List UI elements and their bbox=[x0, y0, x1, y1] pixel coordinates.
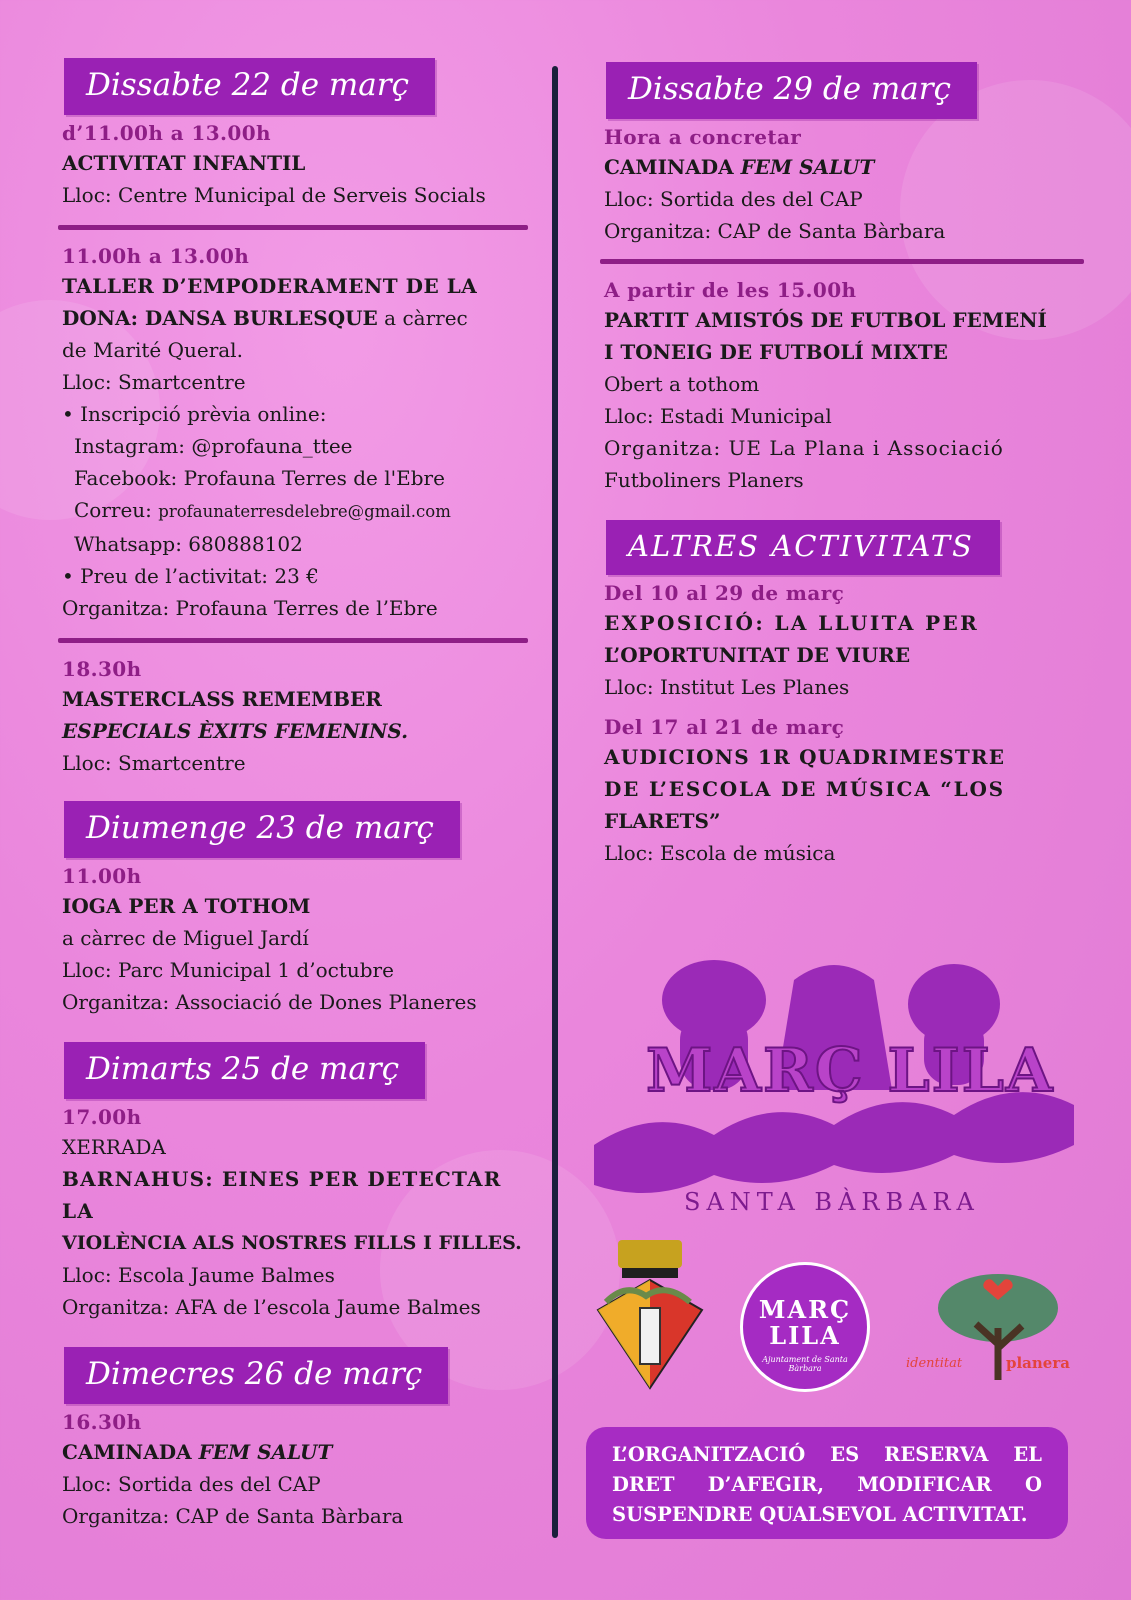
activity-time: 11.00h bbox=[62, 864, 142, 888]
activity bbox=[58, 1410, 528, 1532]
activity-title: ACTIVITAT INFANTIL bbox=[62, 151, 306, 175]
day-heading: Dissabte 22 de març bbox=[64, 58, 435, 115]
badge-line-2: LILA bbox=[769, 1321, 841, 1350]
activity bbox=[58, 121, 528, 211]
activity-organizer: Organitza: UE La Plana i Associació bbox=[604, 436, 1004, 460]
logo-subtitle: SANTA BÀRBARA bbox=[684, 1188, 980, 1216]
disclaimer-notice: L’ORGANITZACIÓ ES RESERVA EL DRET D’AFEGIR, MODIFICAR O SUSPENDRE QUALSEVOL ACTIVITAT. bbox=[586, 1427, 1068, 1539]
marc-lila-badge bbox=[740, 1262, 870, 1392]
activity-organizer: Organitza: Associació de Dones Planeres bbox=[62, 990, 477, 1014]
day-heading: Dimecres 26 de març bbox=[64, 1347, 448, 1404]
activity bbox=[600, 715, 1084, 869]
activity-place: Lloc: Escola de música bbox=[604, 841, 836, 865]
tree-text-left: identitat bbox=[906, 1356, 963, 1371]
email-label: Correu: bbox=[74, 498, 159, 522]
activity-place: Lloc: Centre Municipal de Serveis Socials bbox=[62, 183, 486, 207]
activity-organizer: Organitza: Profauna Terres de l’Ebre bbox=[62, 596, 438, 620]
left-column bbox=[58, 58, 528, 1532]
logo-title: MARÇ LILA bbox=[646, 1036, 1055, 1106]
activity-time: 17.00h bbox=[62, 1105, 142, 1129]
separator bbox=[600, 259, 1084, 264]
activity-place: Lloc: Smartcentre bbox=[62, 751, 246, 775]
activity-time: Del 10 al 29 de març bbox=[604, 581, 845, 605]
activity-time: d’11.00h a 13.00h bbox=[62, 121, 271, 145]
column-divider bbox=[552, 66, 558, 1538]
activity bbox=[58, 244, 528, 624]
activity-title: I TONEIG DE FUTBOLÍ MIXTE bbox=[604, 340, 948, 364]
activity-by: de Marité Queral. bbox=[62, 338, 243, 362]
activity-by: a càrrec de Miguel Jardí bbox=[62, 926, 309, 950]
day-heading: Dimarts 25 de març bbox=[64, 1042, 425, 1099]
activity bbox=[58, 657, 528, 779]
activity-place: Lloc: Estadi Municipal bbox=[604, 404, 832, 428]
activity-time: 11.00h a 13.00h bbox=[62, 244, 250, 268]
activity-title: AUDICIONS 1R QUADRIMESTRE bbox=[604, 745, 1006, 769]
activity-title-main: CAMINADA bbox=[604, 155, 741, 179]
activity-time: 18.30h bbox=[62, 657, 142, 681]
day-heading: Dissabte 29 de març bbox=[606, 62, 977, 119]
right-column bbox=[600, 62, 1084, 869]
activity-title: VIOLÈNCIA ALS NOSTRES FILLS I FILLES. bbox=[62, 1232, 522, 1254]
email-link[interactable]: profaunaterresdelebre@gmail.com bbox=[158, 502, 451, 521]
activity-title-bold: DONA: DANSA BURLESQUE bbox=[62, 306, 378, 330]
marc-lila-logo bbox=[594, 960, 1074, 1222]
coat-of-arms-icon bbox=[596, 1240, 704, 1390]
activity-title: BARNAHUS: EINES PER DETECTAR LA bbox=[62, 1167, 502, 1223]
activity-place: Lloc: Institut Les Planes bbox=[604, 675, 850, 699]
activity-organizer: Organitza: CAP de Santa Bàrbara bbox=[62, 1504, 404, 1528]
tree-text-right: planera bbox=[1006, 1354, 1070, 1372]
activity-title bbox=[62, 1436, 528, 1468]
whatsapp-line[interactable]: Whatsapp: 680888102 bbox=[74, 532, 303, 556]
activity-title-italic: FEM SALUT bbox=[198, 1440, 333, 1464]
activity bbox=[600, 125, 1084, 247]
activity-subtitle: ESPECIALS ÈXITS FEMENINS. bbox=[62, 719, 409, 743]
activity bbox=[58, 1105, 528, 1323]
activity-title-main: CAMINADA bbox=[62, 1440, 199, 1464]
email-line bbox=[62, 494, 528, 528]
activity-time: Hora a concretar bbox=[604, 125, 802, 149]
activity bbox=[600, 278, 1084, 496]
activity-title: FLARETS” bbox=[604, 809, 721, 833]
activity-place: Lloc: Parc Municipal 1 d’octubre bbox=[62, 958, 394, 982]
separator bbox=[58, 638, 528, 643]
badge-line-1: MARÇ bbox=[758, 1295, 852, 1324]
activity-title: L’OPORTUNITAT DE VIURE bbox=[604, 643, 911, 667]
activity-title-italic: FEM SALUT bbox=[740, 155, 875, 179]
instagram-link[interactable]: Instagram: @profauna_ttee bbox=[74, 434, 353, 458]
activity-note: Obert a tothom bbox=[604, 372, 760, 396]
section-heading: ALTRES ACTIVITATS bbox=[606, 520, 1000, 575]
activity-title: IOGA PER A TOTHOM bbox=[62, 894, 311, 918]
activity-organizer: Futboliners Planers bbox=[604, 468, 804, 492]
activity-place: Lloc: Smartcentre bbox=[62, 370, 246, 394]
activity-title bbox=[62, 302, 528, 334]
activity bbox=[58, 864, 528, 1018]
activity-title-rest: a càrrec bbox=[377, 306, 468, 330]
day-heading: Diumenge 23 de març bbox=[64, 801, 460, 858]
identitat-planera-logo bbox=[906, 1268, 1086, 1388]
activity-title: DE L’ESCOLA DE MÚSICA “LOS bbox=[604, 777, 1005, 801]
activity-place: Lloc: Sortida des del CAP bbox=[62, 1472, 321, 1496]
activity-title: MASTERCLASS REMEMBER bbox=[62, 687, 382, 711]
activity-type: XERRADA bbox=[62, 1135, 166, 1159]
activity-place: Lloc: Escola Jaume Balmes bbox=[62, 1263, 335, 1287]
registration-note: • Inscripció prèvia online: bbox=[62, 402, 327, 426]
activity-organizer: Organitza: AFA de l’escola Jaume Balmes bbox=[62, 1295, 481, 1319]
activity-place: Lloc: Sortida des del CAP bbox=[604, 187, 863, 211]
activity-time: 16.30h bbox=[62, 1410, 142, 1434]
facebook-link[interactable]: Facebook: Profauna Terres de l'Ebre bbox=[74, 466, 445, 490]
activity-title: EXPOSICIÓ: LA LLUITA PER bbox=[604, 611, 980, 635]
activity-time: Del 17 al 21 de març bbox=[604, 715, 845, 739]
activity-title: PARTIT AMISTÓS DE FUTBOL FEMENÍ bbox=[604, 308, 1047, 332]
separator bbox=[58, 225, 528, 230]
activity-title bbox=[604, 151, 1084, 183]
badge-ring-text: Ajuntament de Santa Bàrbara bbox=[762, 1355, 848, 1373]
activity bbox=[600, 581, 1084, 703]
activity-organizer: Organitza: CAP de Santa Bàrbara bbox=[604, 219, 946, 243]
activity-title: TALLER D’EMPODERAMENT DE LA bbox=[62, 274, 478, 298]
price-line: • Preu de l’activitat: 23 € bbox=[62, 564, 319, 588]
activity-time: A partir de les 15.00h bbox=[604, 278, 857, 302]
